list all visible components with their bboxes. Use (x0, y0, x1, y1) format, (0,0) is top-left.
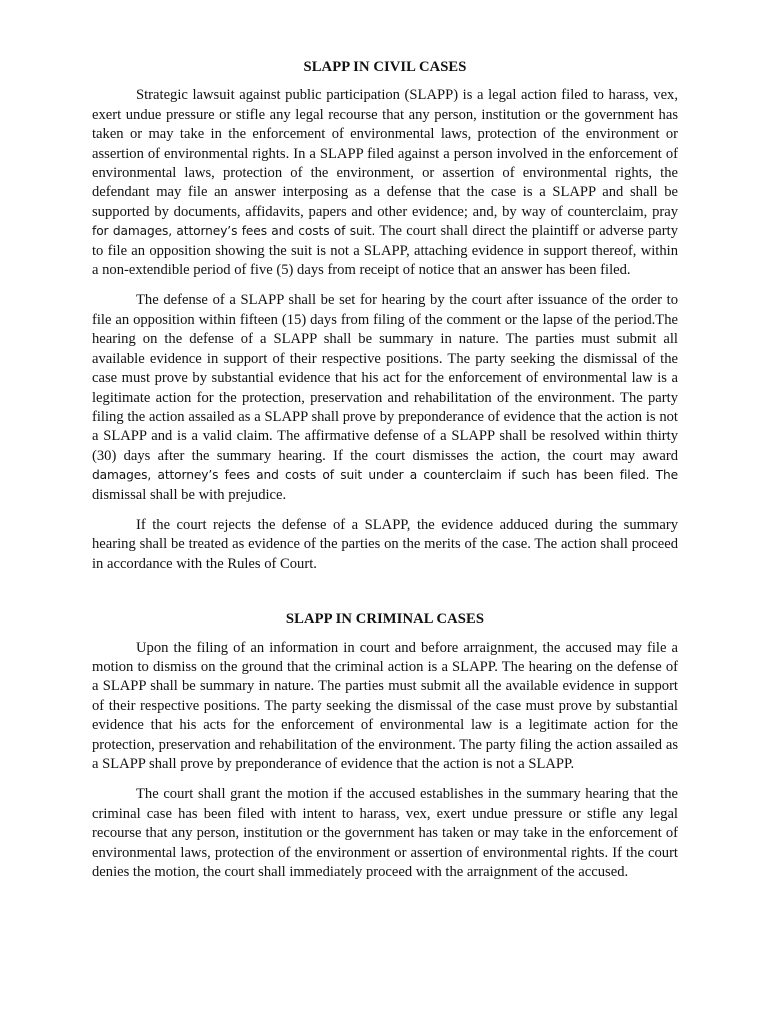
paragraph-text: Strategic lawsuit against public participation (SLAPP) is a legal action filed to harass, vex, exert undue pressure or stifle any legal recourse that any person, institution or the government has taken or may take in the enforcement of environmental laws, protection of the environment or assertion of environmental rights. In a SLAPP filed against a person involved in the enforcement of environmental laws, protection of the environment, or assertion of environmental rights, the defendant may file an answer interposing as a defense that the case is a SLAPP and shall be supported by documents, affidavits, papers and other evidence; and, by way of counterclaim, pray (92, 87, 678, 220)
paragraph-text-tail: The court shall direct the plaintiff or adverse party to file an opposition showing the suit is not a SLAPP, attaching evidence in support thereof, within a non-extendible period of five (5) days from receipt of notice that an answer has been filed. (92, 223, 678, 279)
paragraph-text: If the court rejects the defense of a SLAPP, the evidence adduced during the summary hearing shall be treated as evidence of the parties on the merits of the case. The action shall proceed in accordance with the Rules of Court. (92, 516, 678, 572)
paragraph-criminal-1 (92, 639, 678, 775)
paragraph-civil-2 (92, 291, 678, 504)
paragraph-text: The defense of a SLAPP shall be set for hearing by the court after issuance of the order to file an opposition within fifteen (15) days from filing of the comment or the lapse of the period.The hearing on the defense of a SLAPP shall be summary in nature. The parties must submit all available evidence in support of their respective positions. The party seeking the dismissal of the case must prove by substantial evidence that his act for the enforcement of environmental law is a legitimate action for the protection, preservation and rehabilitation of the environment. The party filing the action assailed as a SLAPP shall prove by preponderance of evidence that the action is not a SLAPP and is a valid claim. The affirmative defense of a SLAPP shall be resolved within thirty (30) days after the summary hearing. If the court dismisses the action, the court may award (92, 292, 678, 464)
paragraph-alt-font-text: for damages, attorney’s fees and costs of suit. (92, 224, 376, 239)
paragraph-civil-1 (92, 86, 678, 280)
paragraph-text: Upon the filing of an information in court and before arraignment, the accused may file a motion to dismiss on the ground that the criminal action is a SLAPP. The hearing on the defense of a SLAPP shall be summary in nature. The parties must submit all the available evidence in support of their respective positions. The party seeking the dismissal of the case must prove by substantial evidence that his acts for the enforcement of environmental law is a legitimate action for the protection, preservation and rehabilitation of the environment. The party filing the action assailed as a SLAPP shall prove by preponderance of evidence that the action is not a SLAPP. (92, 639, 678, 772)
paragraph-criminal-2 (92, 785, 678, 882)
paragraph-alt-font-text: damages, attorney’s fees and costs of suit under a counterclaim if such has been filed. The (92, 468, 678, 483)
paragraph-civil-3 (92, 516, 678, 574)
section-title-civil: SLAPP IN CIVIL CASES (303, 59, 467, 75)
paragraph-text: The court shall grant the motion if the accused establishes in the summary hearing that the criminal case has been filed with intent to harass, vex, exert undue pressure or stifle any legal recourse that any person, institution or the government has taken or may take in the enforcement of environmental laws, protection of the environment or assertion of environmental rights. If the court denies the motion, the court shall immediately proceed with the arraignment of the accused. (92, 786, 678, 881)
section-title-criminal: SLAPP IN CRIMINAL CASES (285, 611, 485, 628)
paragraph-text-tail: dismissal shall be with prejudice. (92, 486, 287, 503)
section-civil-cases (92, 58, 678, 574)
section-criminal-cases (92, 610, 678, 882)
